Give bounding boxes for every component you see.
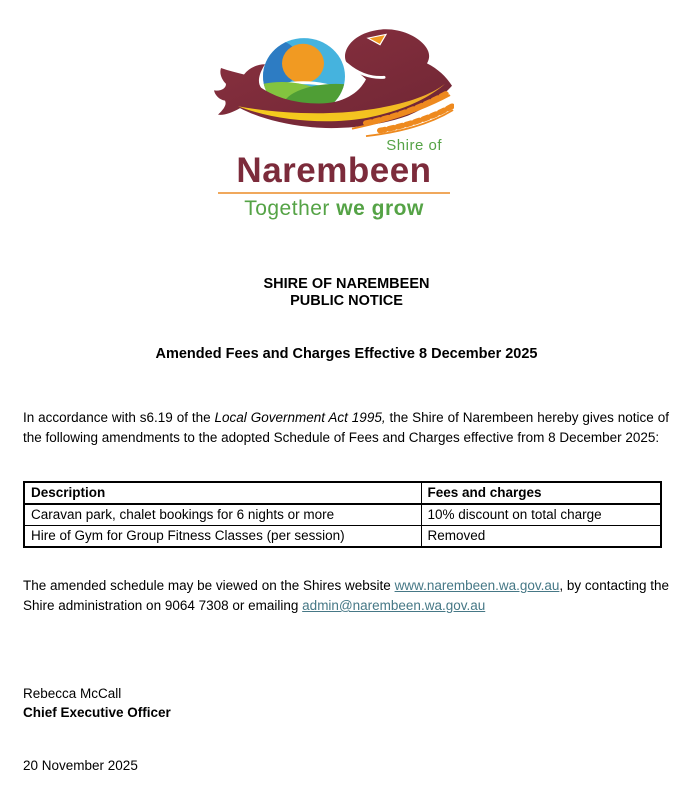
shire-narembeen-logo — [214, 26, 454, 220]
heading-line-1: SHIRE OF NAREMBEEN — [263, 276, 430, 292]
contact-text-2: , by contacting the Shire administration on 9064 7308 or emailing — [23, 578, 670, 613]
cell-description: Hire of Gym for Group Fitness Classes (per session) — [24, 526, 421, 548]
intro-paragraph — [23, 408, 669, 448]
intro-text-after: the Shire of Narembeen hereby gives notice of the following amendments to the adopted Schedule of Fees and Charges effective from 8 December 2025: — [23, 410, 669, 445]
act-name-italic: Local Government Act 1995, — [214, 410, 386, 425]
logo-divider — [218, 192, 450, 194]
fees-and-charges-table — [23, 481, 662, 548]
column-header-fees: Fees and charges — [421, 482, 661, 504]
table-row — [24, 504, 661, 526]
table-header-row — [24, 482, 661, 504]
website-link[interactable]: www.narembeen.wa.gov.au — [394, 578, 560, 593]
public-notice-document — [0, 26, 693, 805]
logo-name-text: Narembeen — [236, 151, 432, 190]
signatory-name: Rebecca McCall — [23, 686, 122, 701]
signature-block — [23, 684, 669, 722]
contact-text-1: The amended schedule may be viewed on the Shires website — [23, 578, 395, 593]
tagline-bold: we grow — [336, 197, 424, 220]
logo-tagline — [214, 198, 454, 220]
sun-icon — [282, 44, 324, 83]
contact-paragraph — [23, 576, 669, 616]
eagle-landscape-wheat-icon — [214, 26, 454, 138]
tagline-regular: Together — [244, 197, 337, 220]
intro-text-before: In accordance with s6.19 of the — [23, 410, 215, 425]
cell-description: Caravan park, chalet bookings for 6 nights or more — [24, 504, 421, 526]
email-link[interactable]: admin@narembeen.wa.gov.au — [302, 598, 486, 613]
table-row — [24, 526, 661, 548]
notice-date: 20 November 2025 — [23, 758, 138, 773]
column-header-description: Description — [24, 482, 421, 504]
cell-fee: 10% discount on total charge — [421, 504, 661, 526]
heading-line-2: PUBLIC NOTICE — [290, 293, 403, 309]
document-body — [23, 408, 669, 616]
signatory-title: Chief Executive Officer — [23, 705, 171, 720]
cell-fee: Removed — [421, 526, 661, 548]
logo-shire-of-text: Shire of — [386, 137, 442, 154]
notice-heading — [0, 276, 693, 310]
notice-subtitle: Amended Fees and Charges Effective 8 December 2025 — [155, 346, 538, 362]
